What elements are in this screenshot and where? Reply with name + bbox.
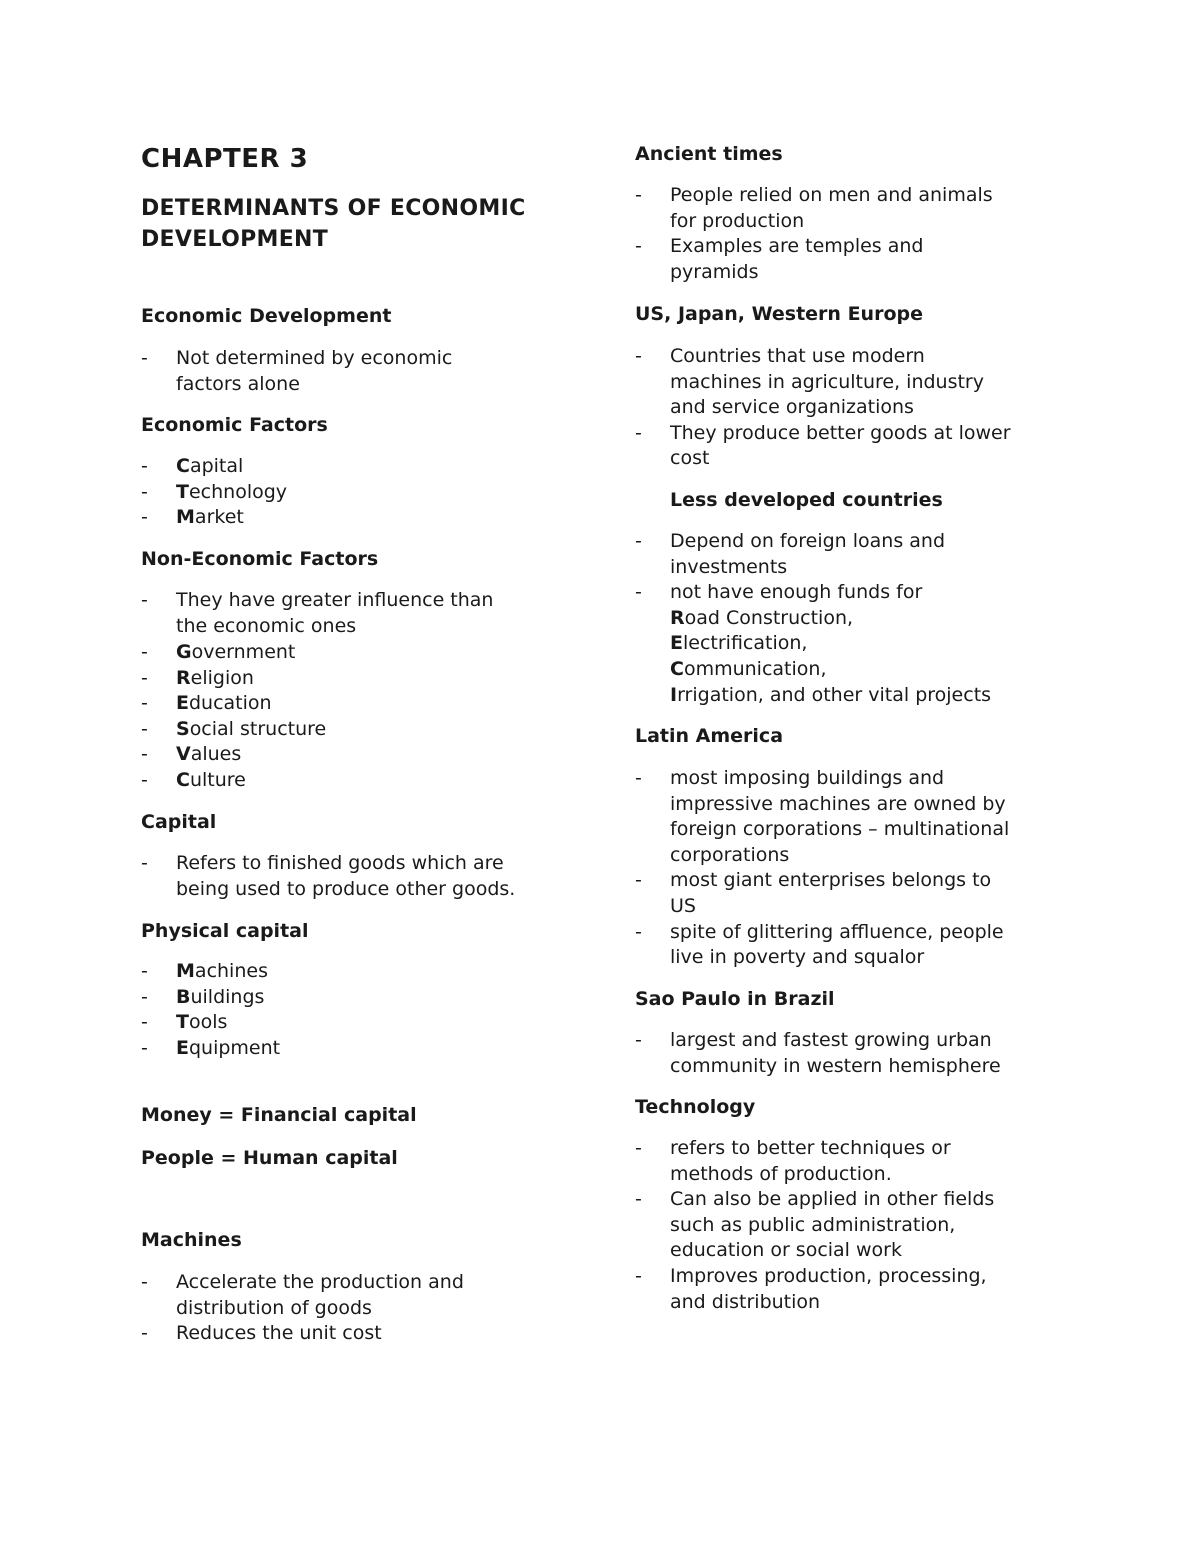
page-title-line-2: DEVELOPMENT <box>141 227 329 252</box>
heading-sao-paulo: Sao Paulo in Brazil <box>635 988 835 1010</box>
list-item: - Machines <box>141 959 280 985</box>
list-item: - People relied on men and animals for production <box>635 183 993 234</box>
list-ancient-times <box>635 183 993 285</box>
list-item: - Reduces the unit cost <box>141 1321 464 1347</box>
list-item: - Market <box>141 505 287 531</box>
heading-ancient-times: Ancient times <box>635 143 783 165</box>
people-human-capital: People = Human capital <box>141 1147 398 1169</box>
heading-physical-capital: Physical capital <box>141 920 309 942</box>
list-item: - Social structure <box>141 717 326 743</box>
money-financial-capital: Money = Financial capital <box>141 1104 417 1126</box>
list-item: - Not determined by economic factors alone <box>141 346 452 397</box>
list-item: - Accelerate the production and distribution of goods <box>141 1270 464 1321</box>
list-us-japan-western-europe <box>635 344 1011 472</box>
list-sao-paulo <box>635 1028 1001 1079</box>
list-non-economic-factors <box>141 588 493 639</box>
list-item: - Improves production, processing, and distribution <box>635 1264 994 1315</box>
list-item: - most imposing buildings and impressive machines are owned by foreign corporations – multinational corporations <box>635 766 1009 868</box>
list-item: - Depend on foreign loans and investments <box>635 529 991 580</box>
list-item: - Refers to finished goods which are being used to produce other goods. <box>141 851 515 902</box>
heading-us-japan-western-europe: US, Japan, Western Europe <box>635 303 923 325</box>
page-title-line-1: DETERMINANTS OF ECONOMIC <box>141 196 526 221</box>
list-item: - most giant enterprises belongs to US <box>635 868 1009 919</box>
heading-latin-america: Latin America <box>635 725 784 747</box>
list-item: - Tools <box>141 1010 280 1036</box>
list-item: - largest and fastest growing urban community in western hemisphere <box>635 1028 1001 1079</box>
list-item: - Equipment <box>141 1036 280 1062</box>
chapter-label: CHAPTER 3 <box>141 144 309 174</box>
heading-technology: Technology <box>635 1096 756 1118</box>
list-economic-factors <box>141 454 287 531</box>
heading-economic-development: Economic Development <box>141 305 392 327</box>
list-item: - Examples are temples and pyramids <box>635 234 993 285</box>
list-item: - Buildings <box>141 985 280 1011</box>
list-physical-capital <box>141 959 280 1061</box>
list-item: - Technology <box>141 480 287 506</box>
heading-non-economic-factors: Non-Economic Factors <box>141 548 379 570</box>
list-item: - Education <box>141 691 326 717</box>
list-machines <box>141 1270 464 1347</box>
heading-capital: Capital <box>141 811 217 833</box>
list-item: - spite of glittering affluence, people live in poverty and squalor <box>635 920 1009 971</box>
list-item: - Capital <box>141 454 287 480</box>
heading-economic-factors: Economic Factors <box>141 414 328 436</box>
list-item: - They have greater influence than the economic ones <box>141 588 493 639</box>
list-item: - Religion <box>141 666 326 692</box>
list-item: - Government <box>141 640 326 666</box>
list-latin-america <box>635 766 1009 971</box>
list-item: - not have enough funds for Road Construction, Electrification, Communication, Irrigation, and other vital projects <box>635 580 991 708</box>
list-item: - Culture <box>141 768 326 794</box>
list-item: - They produce better goods at lower cost <box>635 421 1011 472</box>
list-non-economic-initials <box>141 640 326 794</box>
list-capital <box>141 851 515 902</box>
list-item: - refers to better techniques or methods of production. <box>635 1136 994 1187</box>
list-economic-development <box>141 346 452 397</box>
list-item: - Values <box>141 742 326 768</box>
heading-machines: Machines <box>141 1229 242 1251</box>
acronym-lines: Road Construction, Electrification, Communication, Irrigation, and other vital projects <box>670 606 992 706</box>
heading-less-developed-countries: Less developed countries <box>670 489 943 511</box>
list-less-developed-countries <box>635 529 991 708</box>
list-item: - Can also be applied in other fields such as public administration, education or social work <box>635 1187 994 1264</box>
list-technology <box>635 1136 994 1315</box>
list-item: - Countries that use modern machines in agriculture, industry and service organizations <box>635 344 1011 421</box>
